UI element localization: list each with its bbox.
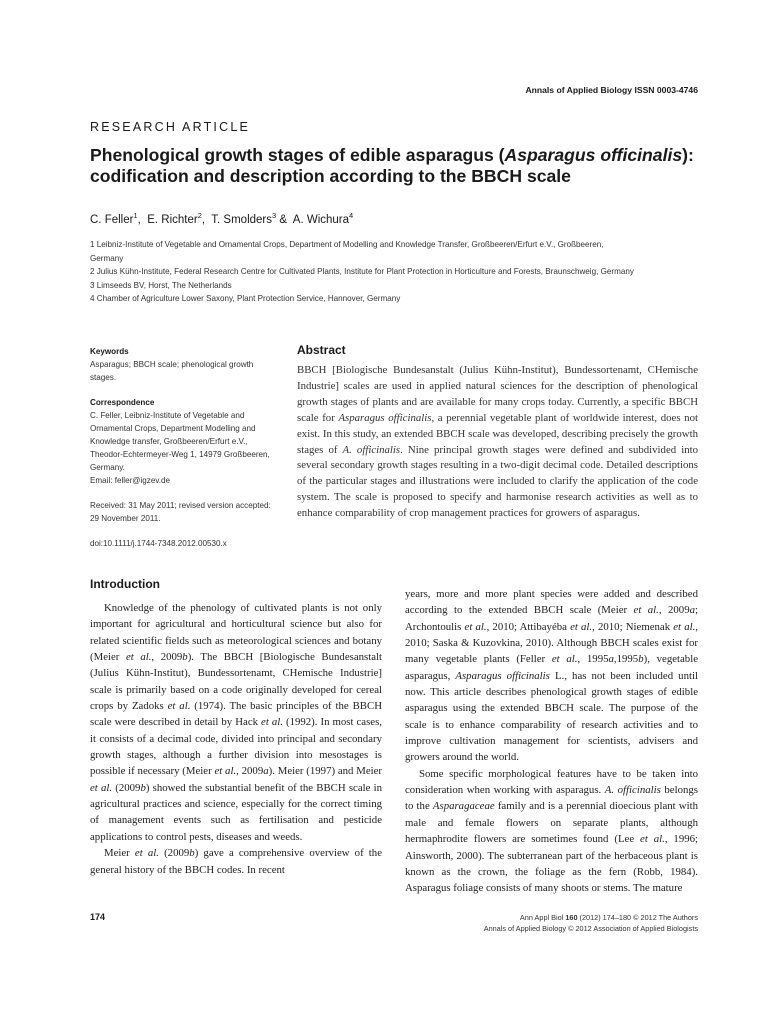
- italic-text: b: [638, 653, 644, 666]
- affiliation: 3 Limseeds BV, Horst, The Netherlands: [90, 280, 232, 290]
- italic-text: Asparagaceae: [432, 800, 495, 813]
- text-run: ,1995: [613, 653, 639, 666]
- article-info-sidebar: [90, 345, 275, 562]
- body-column-right: [405, 586, 698, 897]
- correspondence-address: C. Feller, Leibniz-Institute of Vegetable and Ornamental Crops, Department Modelling and Knowledge transfer, Großbeeren/Erfurt e.V., Theodor-Echtermeyer-Weg 1, 14979 Großbeeren, Germany.: [90, 411, 270, 472]
- article-title: [90, 145, 700, 187]
- italic-text: et al.: [633, 604, 659, 617]
- text-run: , 2009: [658, 604, 690, 617]
- italic-text: et al.: [551, 653, 578, 666]
- italic-text: et al.: [134, 847, 159, 860]
- article-type: RESEARCH ARTICLE: [90, 120, 251, 134]
- text-run: , 2010; Attibayéba: [486, 620, 571, 633]
- italic-text: et al.: [125, 651, 152, 664]
- keywords: Asparagus; BBCH scale; phenological growth stages.: [90, 360, 254, 382]
- italic-text: a: [608, 653, 614, 666]
- text-run: ). The BBCH [Biologische Bundesanstalt (Julius Kühn-Institut), Bundessortenamt, CHemische Industrie] scale is primarily based on a code originally developed for cereal crops by Zadoks: [90, 651, 383, 713]
- affiliations: [90, 238, 700, 306]
- paragraph: [405, 766, 698, 897]
- body-column-left: [90, 600, 382, 878]
- text-run: Some specific morphological features have to be taken into consideration when working with asparagus.: [405, 767, 698, 797]
- italic-text: et al.: [261, 716, 283, 729]
- italic-text: Asparagus officinalis: [455, 669, 550, 682]
- author: C. Feller$^1$,: [90, 211, 148, 226]
- text-run: L., has not been included until now. This article describes phenological growth stages of edible asparagus using the extended BBCH scale. The purpose of the scale is to enhance comparability of research activities and to improve cultivation management for scientists, advisers and growers around the world.: [405, 669, 698, 764]
- affiliation: 2 Julius Kühn-Institute, Federal Research Centre for Cultivated Plants, Institute for Plant Protection in Horticulture and Forests, Braunschweig, Germany: [90, 267, 634, 277]
- text-run: . Nine principal growth stages were defined and subdivided into several secondary growth stages resulting in a two-digit decimal code. Detailed descriptions of the particular stages and illustrations were included to clarify the application of the code system. The scale is proposed to specify and harmonise research activities as well as to enhance comparability of crop management practices for growers of asparagus.: [297, 443, 699, 520]
- correspondence-email[interactable]: Email: feller@igzev.de: [90, 476, 171, 485]
- text-run: Knowledge of the phenology of cultivated plants is not only important for agricultural and horticultural science but also for related scientific fields such as meteorological sciences and botany (Meier: [90, 602, 382, 664]
- affiliation: 4 Chamber of Agriculture Lower Saxony, Plant Protection Service, Hannover, Germany: [90, 294, 401, 304]
- text-run: years, more and more plant species were added and described according to the extended BBCH scale (Meier: [405, 588, 698, 617]
- italic-text: et al.: [167, 700, 191, 713]
- affiliation: 1 Leibniz-Institute of Vegetable and Ornamental Crops, Department of Modelling and Knowledge Transfer, Großbeeren/Erfurt e.V., Großbeeren,: [90, 240, 604, 249]
- text-run: ). Meier (1997) and Meier: [268, 765, 383, 778]
- text-run: , 2009: [151, 651, 183, 664]
- text-run: Meier: [104, 847, 135, 860]
- paragraph: [90, 845, 382, 878]
- title-part-2: ): codification and description according to the BBCH scale: [90, 145, 694, 186]
- text-run: (2009: [112, 781, 141, 794]
- italic-text: a: [263, 765, 269, 778]
- text-run: ; Archontoulis: [405, 604, 698, 633]
- abstract-heading: Abstract: [297, 343, 346, 357]
- italic-text: A. officinalis: [342, 443, 401, 456]
- italic-text: a: [689, 604, 695, 617]
- text-run: (1974). The basic principles of the BBCH scale were described in detail by Hack: [90, 700, 382, 729]
- page-footer: [440, 912, 698, 934]
- text-run: (2009: [158, 847, 190, 860]
- text-run: , 2010; Niemenak: [592, 620, 674, 633]
- text-run: ) showed the substantial benefit of the BBCH scale in agricultural practices and science, especially for the correct timing of management events such as fertilisation and pesticide applications to control pests, diseases and weeds.: [90, 781, 382, 843]
- italic-text: b: [182, 651, 188, 664]
- italic-text: et al.: [673, 620, 696, 633]
- text-run: ), vegetable asparagus,: [405, 653, 698, 682]
- italic-text: Asparagus officinalis: [338, 411, 432, 424]
- footer-copyright: Annals of Applied Biology © 2012 Association of Applied Biologists: [483, 924, 698, 933]
- affiliation: Germany: [90, 253, 124, 263]
- text-run: ) gave a comprehensive overview of the general history of the BBCH codes. In recent: [90, 847, 382, 876]
- text-run: BBCH [Biologische Bundesanstalt (Julius Kühn-Institut), Bundessortenamt, CHemische Industrie] scales are used in applied natural sciences for the description of phenological growth stages of plants and are available for many crops today. Currently, a specific BBCH scale for: [297, 364, 698, 424]
- text-run: belongs to the: [405, 784, 698, 813]
- text-run: (1992). In most cases, it consists of a decimal code, divided into principal and secondary growth stages, although a further division into mesostages is possible if necessary (Meier: [90, 716, 382, 778]
- footer-citation: Ann Appl Biol 160 (2012) 174–180 © 2012 The Authors: [519, 913, 698, 922]
- author: T. Smolders$^3$ &: [211, 211, 293, 226]
- text-run: , 2009: [236, 765, 264, 778]
- italic-text: et al.: [214, 765, 237, 778]
- italic-text: b: [189, 847, 195, 860]
- text-run: , a perennial vegetable plant of worldwide interest, does not exist. In this study, an extended BBCH scale was developed, describing precisely the growth stages of: [297, 411, 698, 456]
- introduction-heading: Introduction: [90, 577, 160, 591]
- title-part-1: Phenological growth stages of edible asparagus (: [90, 145, 505, 165]
- italic-text: et al.: [570, 620, 593, 633]
- journal-header: Annals of Applied Biology ISSN 0003-4746: [525, 85, 698, 95]
- correspondence-heading: Correspondence: [90, 398, 155, 407]
- italic-text: et al.: [464, 620, 487, 633]
- author: E. Richter$^2$,: [147, 211, 212, 226]
- italic-text: et al.: [90, 781, 113, 794]
- paragraph: [405, 586, 698, 766]
- paragraph: [90, 600, 382, 845]
- keywords-heading: Keywords: [90, 347, 129, 356]
- text-run: , 2010; Saska & Kuzovkina, 2010). Although BBCH scales exist for many vegetable plants (Feller: [405, 620, 698, 666]
- text-run: , 1996; Ainsworth, 2000). The subterranean part of the herbaceous plant is known as the crown, the foliage as the fern (Robb, 1984). Asparagus foliage consists of many shoots or stems. The mature: [405, 833, 699, 895]
- text-run: family and is a perennial dioecious plant with male and female flowers on separate plants, although hermaphrodite flowers are sometimes found (Lee: [405, 800, 698, 846]
- italic-text: b: [140, 781, 146, 794]
- title-species: Asparagus officinalis: [504, 145, 683, 165]
- author: A. Wichura$^4$: [292, 211, 354, 226]
- page-number: 174: [90, 912, 106, 922]
- abstract-text: [297, 363, 698, 522]
- italic-text: A. officinalis: [604, 784, 661, 797]
- author-list: [90, 211, 353, 226]
- italic-text: et al.: [640, 833, 665, 846]
- doi[interactable]: doi:10.1111/j.1744-7348.2012.00530.x: [90, 539, 227, 548]
- text-run: , 1995: [577, 653, 609, 666]
- received-dates: Received: 31 May 2011; revised version accepted: 29 November 2011.: [90, 501, 271, 523]
